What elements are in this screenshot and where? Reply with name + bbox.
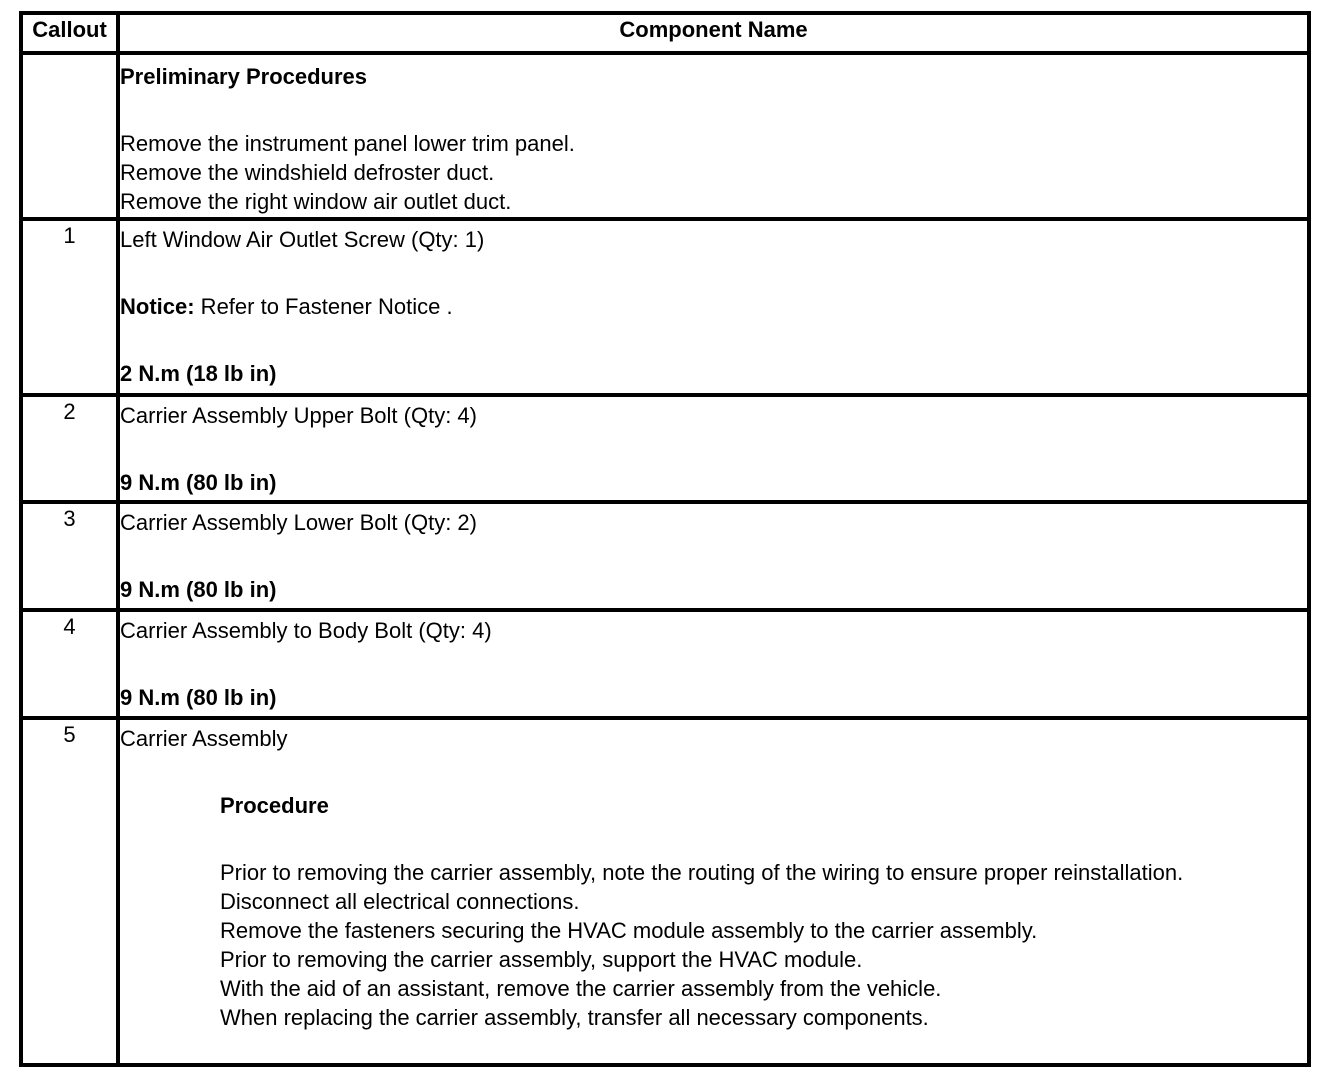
component-cell (118, 395, 1309, 502)
preliminary-row (21, 53, 1309, 219)
procedure-step: When replacing the carrier assembly, transfer all necessary components. (220, 1005, 929, 1030)
table-row (21, 219, 1309, 395)
callout-number: 3 (21, 502, 118, 610)
notice-text: Refer to Fastener Notice . (194, 294, 453, 319)
callout-number: 4 (21, 610, 118, 718)
component-cell (118, 219, 1309, 395)
procedure-block (120, 791, 1307, 1032)
preliminary-cell (118, 53, 1309, 219)
procedure-step: With the aid of an assistant, remove the carrier assembly from the vehicle. (220, 976, 942, 1001)
callout-number: 5 (21, 718, 118, 1065)
procedure-title: Procedure (220, 793, 329, 818)
procedure-step: Remove the fasteners securing the HVAC module assembly to the carrier assembly. (220, 918, 1038, 943)
component-name: Carrier Assembly (120, 726, 288, 751)
component-name: Carrier Assembly Upper Bolt (Qty: 4) (120, 403, 477, 428)
component-name-header: Component Name (118, 13, 1309, 53)
notice-label: Notice: (120, 294, 195, 319)
callout-number: 1 (21, 219, 118, 395)
component-cell (118, 502, 1309, 610)
header-row (21, 13, 1309, 53)
procedure-step: Disconnect all electrical connections. (220, 889, 580, 914)
table-row (21, 502, 1309, 610)
component-cell (118, 718, 1309, 1065)
preliminary-title: Preliminary Procedures (120, 64, 368, 89)
torque-spec: 9 N.m (80 lb in) (120, 577, 277, 602)
procedure-step: Prior to removing the carrier assembly, note the routing of the wiring to ensure proper reinstallation. (220, 860, 1184, 885)
callout-header: Callout (21, 13, 118, 53)
preliminary-step: Remove the instrument panel lower trim panel. (120, 131, 575, 156)
notice-line (120, 292, 1307, 321)
torque-spec: 9 N.m (80 lb in) (120, 470, 277, 495)
preliminary-callout-cell (21, 53, 118, 219)
table-row (21, 718, 1309, 1065)
component-name: Carrier Assembly Lower Bolt (Qty: 2) (120, 510, 477, 535)
preliminary-step: Remove the windshield defroster duct. (120, 160, 495, 185)
torque-spec: 9 N.m (80 lb in) (120, 685, 277, 710)
procedure-step: Prior to removing the carrier assembly, support the HVAC module. (220, 947, 863, 972)
component-table (19, 11, 1311, 1067)
component-cell (118, 610, 1309, 718)
preliminary-step: Remove the right window air outlet duct. (120, 189, 512, 214)
table-row (21, 395, 1309, 502)
torque-spec: 2 N.m (18 lb in) (120, 361, 277, 386)
table-row (21, 610, 1309, 718)
callout-number: 2 (21, 395, 118, 502)
component-name: Carrier Assembly to Body Bolt (Qty: 4) (120, 618, 492, 643)
component-name: Left Window Air Outlet Screw (Qty: 1) (120, 227, 485, 252)
